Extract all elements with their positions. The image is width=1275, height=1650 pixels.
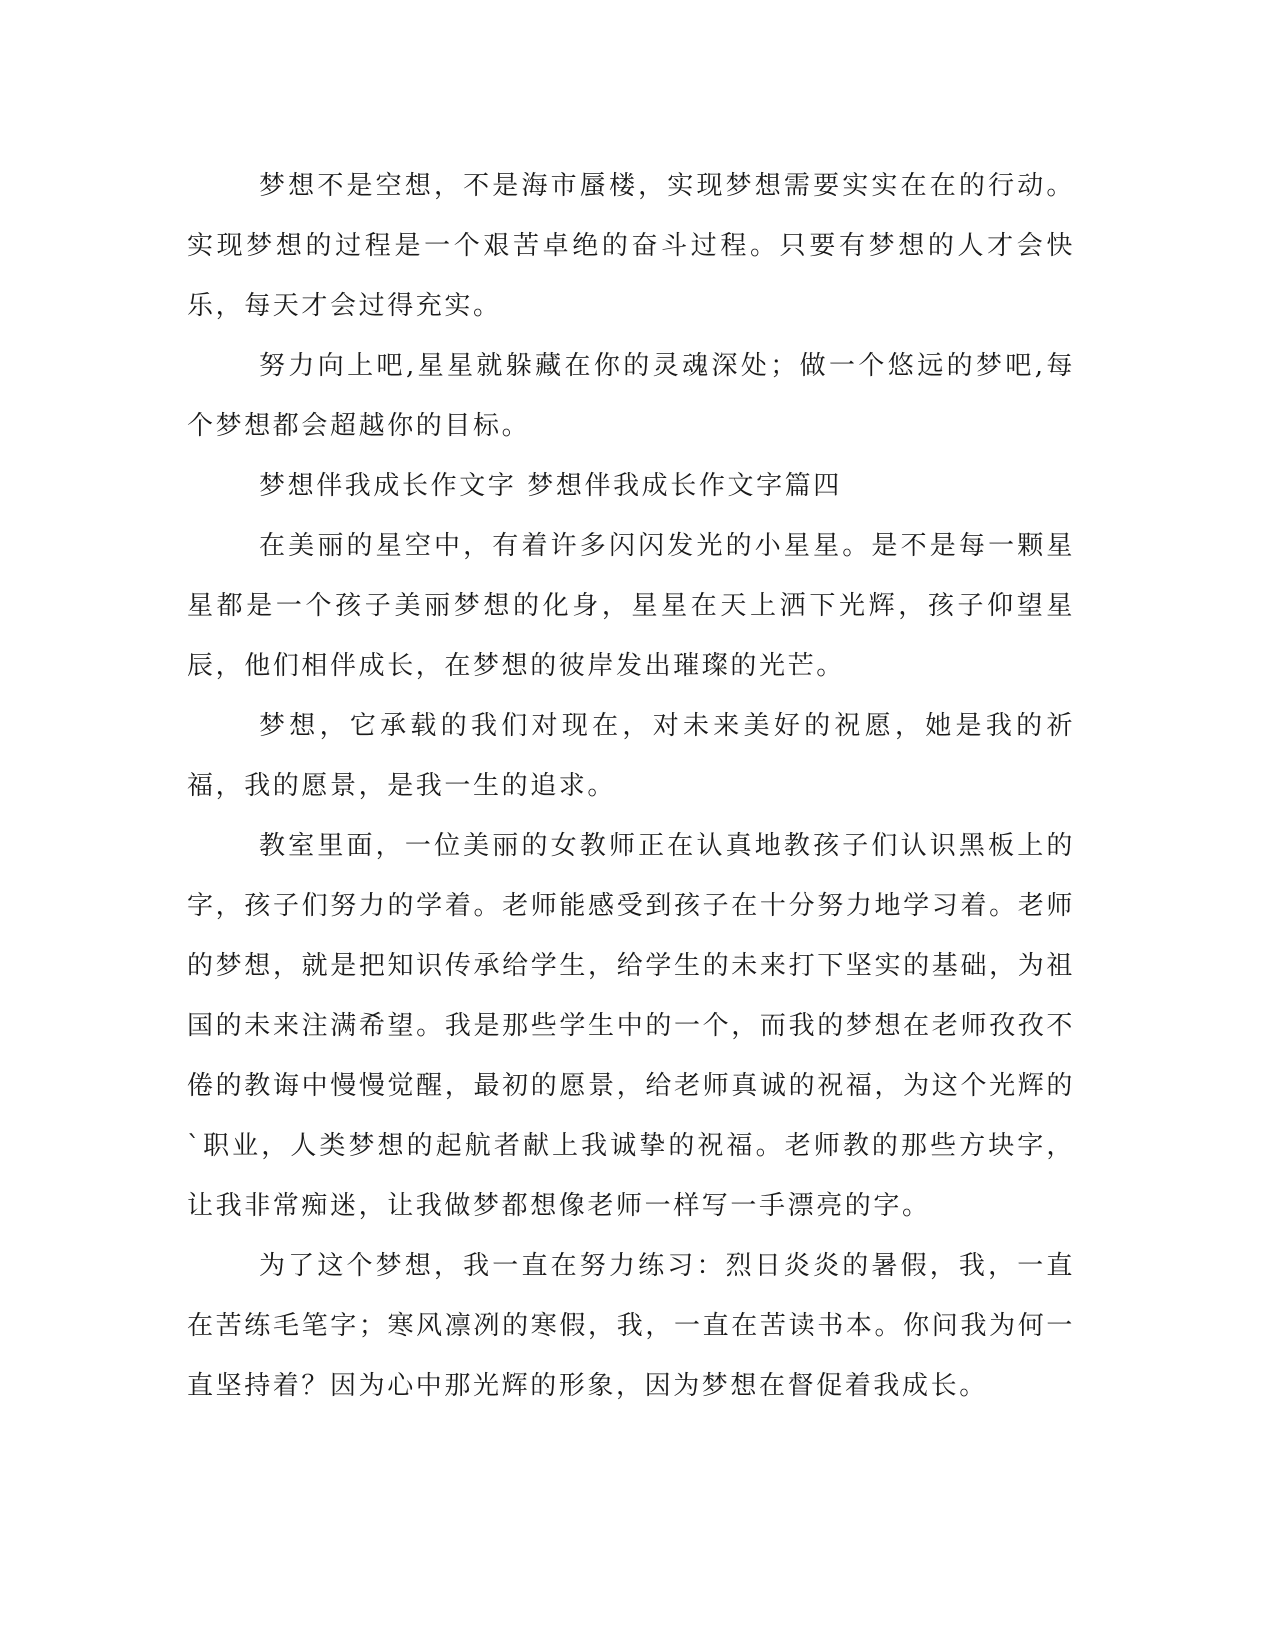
paragraph: 梦想不是空想，不是海市蜃楼，实现梦想需要实实在在的行动。实现梦想的过程是一个艰苦卓绝的奋斗过程。只要有梦想的人才会快乐，每天才会过得充实。	[187, 171, 1075, 321]
section-heading: 梦想伴我成长作文字 梦想伴我成长作文字篇四	[259, 471, 842, 501]
paragraph: 为了这个梦想，我一直在努力练习：烈日炎炎的暑假，我，一直在苦练毛笔字；寒风凛冽的寒假，我，一直在苦读书本。你问我为何一直坚持着？因为心中那光辉的形象，因为梦想在督促着我成长。	[187, 1251, 1075, 1401]
paragraph: 努力向上吧,星星就躲藏在你的灵魂深处；做一个悠远的梦吧,每个梦想都会超越你的目标。	[187, 351, 1075, 441]
paragraph: 在美丽的星空中，有着许多闪闪发光的小星星。是不是每一颗星星都是一个孩子美丽梦想的化身，星星在天上洒下光辉，孩子仰望星辰，他们相伴成长，在梦想的彼岸发出璀璨的光芒。	[187, 531, 1075, 681]
paragraph: 教室里面，一位美丽的女教师正在认真地教孩子们认识黑板上的字，孩子们努力的学着。老师能感受到孩子在十分努力地学习着。老师的梦想，就是把知识传承给学生，给学生的未来打下坚实的基础，为祖国的未来注满希望。我是那些学生中的一个，而我的梦想在老师孜孜不倦的教诲中慢慢觉醒，最初的愿景，给老师真诚的祝福，为这个光辉的`职业，人类梦想的起航者献上我诚挚的祝福。老师教的那些方块字，让我非常痴迷，让我做梦都想像老师一样写一手漂亮的字。	[187, 831, 1075, 1221]
paragraph: 梦想，它承载的我们对现在，对未来美好的祝愿，她是我的祈福，我的愿景，是我一生的追求。	[187, 711, 1075, 801]
body-text	[187, 156, 1075, 1416]
